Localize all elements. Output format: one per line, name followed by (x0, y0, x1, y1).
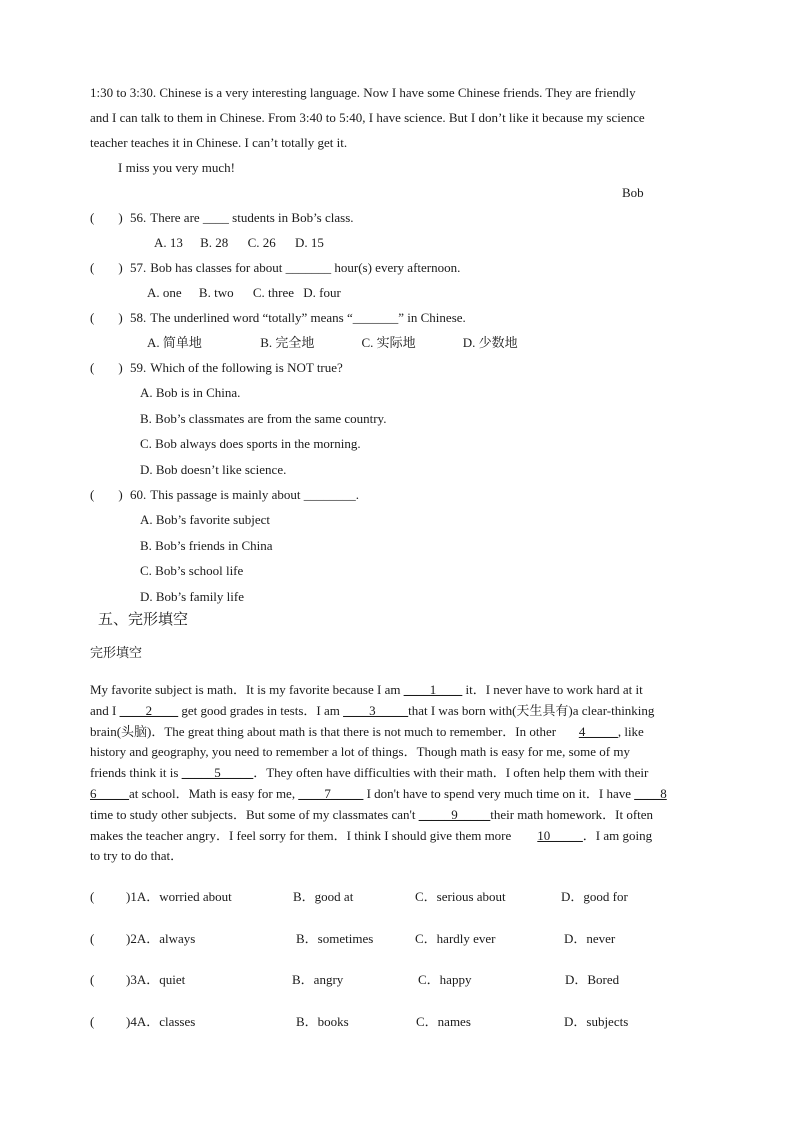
options-56 (90, 230, 704, 255)
option-a: A. 简单地 (147, 335, 202, 350)
cloze-line: and I ____2____ get good grades in tests．I am ____3_____that I was born with(天生具有)a clear-thinking (90, 702, 655, 718)
passage-line: 1:30 to 3:30. Chinese is a very interesting language. Now I have some Chinese friends. They are friendly (90, 85, 636, 100)
option-b: B. 28 (200, 235, 229, 250)
blank-1[interactable]: ____1____ (403, 682, 463, 697)
option-a: A. Bob is in China. (140, 385, 241, 400)
answer-blank[interactable]: ( (90, 930, 95, 946)
option-b: B. Bob’s friends in China (140, 537, 273, 553)
section-title: 五、完形填空 (98, 610, 189, 628)
cloze-question-4: ( )4A．classes B．books C．names D．subjects (90, 1012, 704, 1032)
question-number: 57. (130, 260, 147, 275)
question-number: 56. (130, 210, 147, 225)
signature: Bob (622, 185, 644, 200)
passage-line: and I can talk to them in Chinese. From 3:40 to 5:40, I have science. But I don’t like it because my science (90, 110, 645, 125)
passage-line: I miss you very much! (118, 160, 235, 175)
answer-blank[interactable]: ( ) (90, 487, 123, 502)
question-number: 59. (130, 360, 147, 375)
option-d: D. four (303, 285, 341, 300)
option-c: C. Bob’s school life (140, 563, 244, 578)
question-stem: The underlined word “totally” means “_______” in Chinese. (150, 310, 466, 325)
options-60 (90, 507, 704, 609)
question-56 (90, 205, 704, 230)
cloze-question-3: ( )3A．quiet B．angry C．happy D．Bored (90, 970, 704, 990)
cloze-line: brain(头脑)．The great thing about math is that there is not much to remember．In other 4_____, like (90, 723, 644, 739)
answer-blank[interactable]: ( (90, 972, 95, 988)
answer-blank[interactable]: ( ) (90, 210, 123, 225)
answer-blank[interactable]: ( (90, 889, 95, 905)
option-a: A. one (147, 285, 182, 300)
blank-2[interactable]: ____2____ (119, 702, 179, 718)
blank-10[interactable]: 10_____ (537, 827, 583, 843)
blank-9[interactable]: _____9_____ (418, 806, 491, 822)
question-number: 60. (130, 487, 147, 502)
option-b: B. 完全地 (260, 335, 315, 350)
blank-7[interactable]: ____7_____ (298, 785, 364, 801)
cloze-passage (90, 680, 704, 867)
option-c: C. 26 (247, 235, 276, 250)
question-stem: There are ____ students in Bob’s class. (150, 210, 354, 225)
option-b: B. Bob’s classmates are from the same country. (140, 410, 387, 426)
option-c: C. 实际地 (361, 335, 416, 350)
cloze-line: makes the teacher angry．I feel sorry for them．I think I should give them more 10_____．I am going (90, 827, 653, 843)
cloze-line: to try to do that． (90, 848, 184, 864)
options-59 (90, 380, 704, 482)
cloze-line: time to study other subjects．But some of my classmates can't _____9_____their math homework．It often (90, 806, 654, 822)
cloze-question-2: ( )2A．always B．sometimes C．hardly ever D．never (90, 929, 704, 949)
options-57 (90, 280, 704, 305)
reading-passage (90, 80, 704, 205)
cloze-line: friends think it is _____5_____．They often have difficulties with their math．I often help them with their (90, 765, 649, 781)
answer-blank[interactable]: ( ) (90, 360, 123, 375)
worksheet-page (90, 80, 704, 1032)
option-d: D. 少数地 (462, 335, 518, 350)
blank-6[interactable]: 6_____ (90, 785, 129, 801)
answer-blank[interactable]: ( (90, 1013, 95, 1029)
option-c: C. three (252, 285, 294, 300)
option-d: D. Bob doesn’t like science. (140, 461, 287, 477)
question-number: 58. (130, 310, 147, 325)
options-58 (90, 330, 704, 355)
question-stem: This passage is mainly about ________. (150, 487, 359, 502)
cloze-line: history and geography, you need to remember a lot of things．Though math is easy for me, some of my (90, 744, 630, 760)
option-d: D. Bob’s family life (140, 588, 244, 604)
question-60 (90, 482, 704, 507)
cloze-line: 6_____at school．Math is easy for me, ____7_____ I don't have to spend very much time on it．I have ____8 (90, 785, 667, 801)
question-57 (90, 255, 704, 280)
blank-5[interactable]: _____5_____ (181, 765, 254, 781)
option-b: B. two (198, 285, 234, 300)
cloze-questions (90, 887, 704, 1032)
answer-blank[interactable]: ( ) (90, 310, 123, 325)
blank-8[interactable]: ____8 (634, 785, 667, 801)
question-stem: Which of the following is NOT true? (150, 360, 343, 375)
option-c: C. Bob always does sports in the morning. (140, 436, 361, 451)
subtitle: 完形填空 (90, 646, 143, 661)
blank-3[interactable]: ____3_____ (343, 702, 409, 718)
blank-4[interactable]: 4_____ (578, 723, 618, 739)
passage-line: teacher teaches it in Chinese. I can’t totally get it. (90, 135, 348, 150)
question-59 (90, 355, 704, 380)
cloze-question-1: ( )1A．worried about B．good at C．serious about D．good for (90, 887, 704, 907)
option-a: A. 13 (154, 235, 183, 250)
option-a: A. Bob’s favorite subject (140, 512, 270, 527)
cloze-line: My favorite subject is math．It is my favorite because I am ____1____ it．I never have to work hard at it (90, 682, 643, 697)
question-58 (90, 305, 704, 330)
option-d: D. 15 (294, 235, 324, 250)
answer-blank[interactable]: ( ) (90, 260, 123, 275)
question-stem: Bob has classes for about _______ hour(s) every afternoon. (150, 260, 461, 275)
